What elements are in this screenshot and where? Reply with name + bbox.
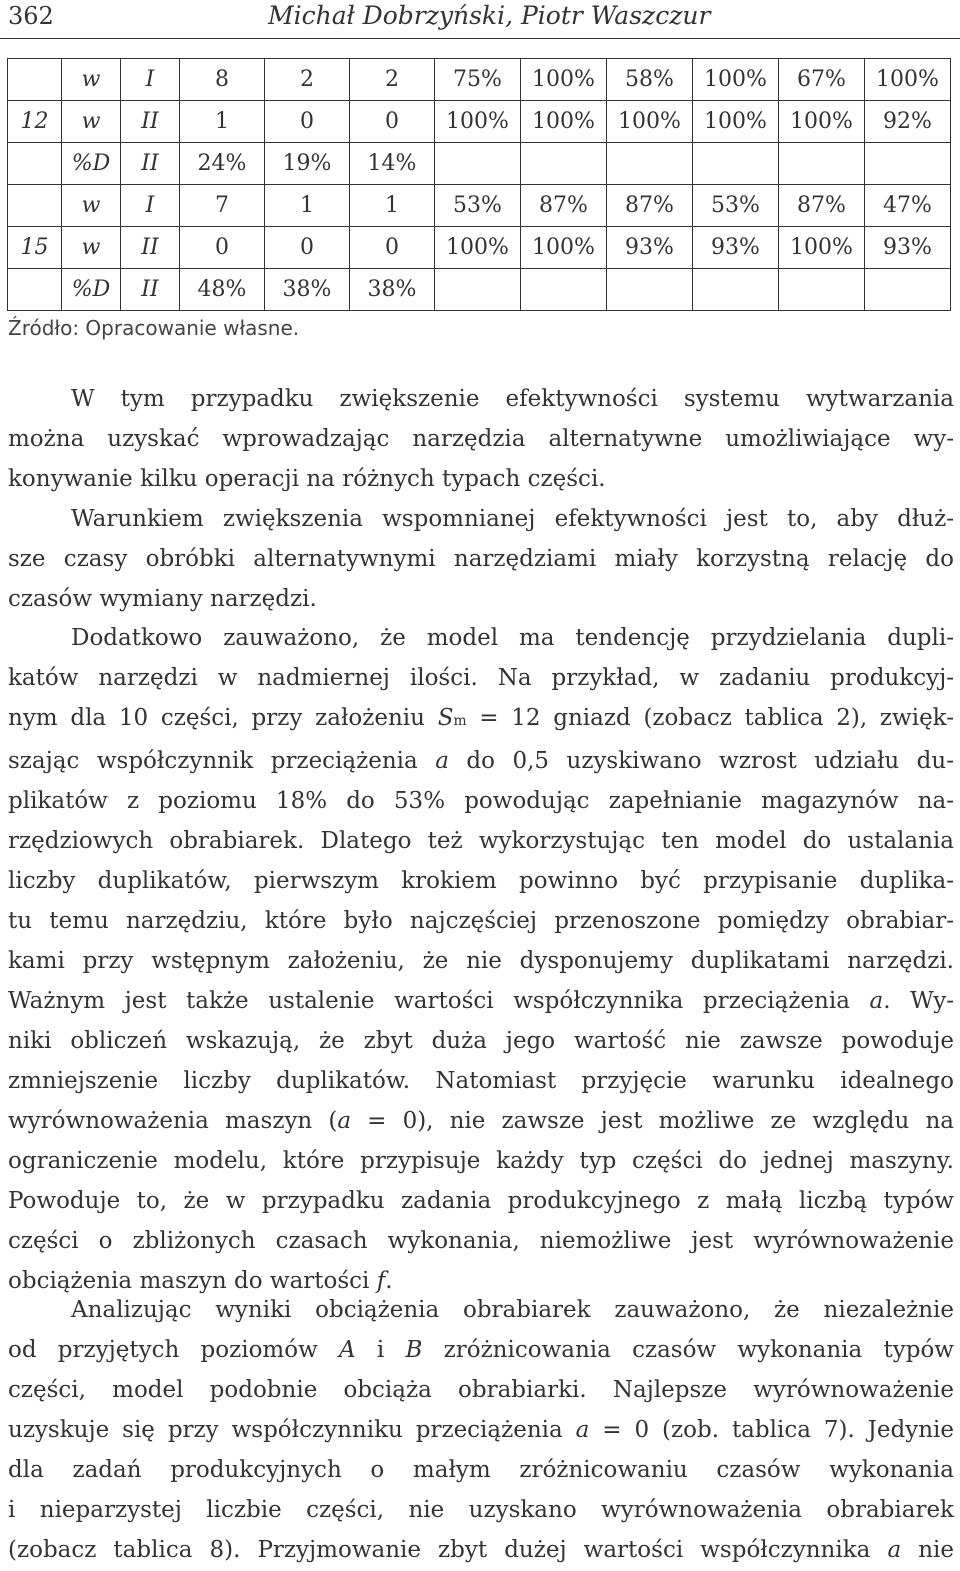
text-line: tu temu narzędziu, które było najczęściej przenoszone pomiędzy obrabiar- <box>8 908 954 934</box>
table-cell: 100% <box>779 101 865 143</box>
symbol: a <box>869 988 884 1014</box>
text-line: części o zbliżonych czasach wykonania, niemożliwe jest wyrównoważenie <box>8 1228 954 1254</box>
text-segment: obciążenia maszyn do wartości <box>8 1268 377 1294</box>
table-cell: %D <box>62 143 121 185</box>
table-cell <box>779 269 865 311</box>
table-cell: 58% <box>607 59 693 101</box>
table-cell: 14% <box>350 143 435 185</box>
table-cell: w <box>62 227 121 269</box>
symbol-subscript: m <box>453 713 467 729</box>
table-cell: 87% <box>607 185 693 227</box>
table-cell: 100% <box>435 101 521 143</box>
table-cell <box>693 143 779 185</box>
text-segment: nie <box>901 1537 954 1563</box>
text-segment: = 12 gniazd (zobacz tablica 2), zwięk- <box>466 705 954 731</box>
table-cell <box>8 185 62 227</box>
text-segment: do 0,5 uzyskiwano wzrost udziału du- <box>448 748 954 774</box>
table-cell: II <box>121 101 180 143</box>
table-cell: 100% <box>435 227 521 269</box>
table-cell: 2 <box>265 59 350 101</box>
symbol: a <box>887 1537 902 1563</box>
table-cell: 0 <box>180 227 265 269</box>
running-head: Michał Dobrzyński, Piotr Waszczur <box>268 1 711 30</box>
text-segment: od przyjętych poziomów <box>8 1337 340 1363</box>
table-cell: 93% <box>865 227 951 269</box>
text-segment: . Wy- <box>883 988 954 1014</box>
text-line: ograniczenie modelu, które przypisuje każdy typ części do jednej maszyny. <box>8 1148 954 1174</box>
table-cell: 1 <box>180 101 265 143</box>
table-cell <box>435 269 521 311</box>
text-segment: wyrównoważenia maszyn ( <box>8 1108 338 1134</box>
table-cell <box>435 143 521 185</box>
table-cell <box>693 269 779 311</box>
table-cell: I <box>121 59 180 101</box>
text-segment: i <box>355 1337 406 1363</box>
text-line <box>8 981 954 1021</box>
table-cell: 100% <box>521 101 607 143</box>
table-cell: 24% <box>180 143 265 185</box>
table-cell: 100% <box>607 101 693 143</box>
table-cell: w <box>62 59 121 101</box>
table-cell: II <box>121 143 180 185</box>
symbol: A <box>339 1337 356 1363</box>
symbol: S <box>437 705 454 731</box>
text-line <box>8 1530 954 1570</box>
table-cell: II <box>121 227 180 269</box>
table-row <box>8 269 951 311</box>
table-cell: 1 <box>350 185 435 227</box>
table-cell <box>8 269 62 311</box>
table-cell: 87% <box>521 185 607 227</box>
table-body <box>8 59 951 311</box>
text-segment: zróżnicowania czasów wykonania typów <box>422 1337 954 1363</box>
results-table <box>7 58 951 311</box>
text-line <box>8 1410 954 1450</box>
table-row <box>8 101 951 143</box>
text-line: części, model podobnie obciąża obrabiarki. Najlepsze wyrównoważenie <box>8 1377 954 1403</box>
text-line: czasów wymiany narzędzi. <box>8 586 317 612</box>
table-cell: 87% <box>779 185 865 227</box>
text-segment: . <box>385 1268 393 1294</box>
text-segment: = 0 (zob. tablica 7). Jedynie <box>589 1417 955 1443</box>
table-cell <box>865 143 951 185</box>
table-cell: 100% <box>865 59 951 101</box>
text-line: katów narzędzi w nadmiernej ilości. Na przykład, w zadaniu produkcyj- <box>8 665 954 691</box>
text-line: można uzyskać wprowadzając narzędzia alternatywne umożliwiające wy- <box>8 426 954 452</box>
table-cell: 67% <box>779 59 865 101</box>
text-segment: nym dla 10 części, przy założeniu <box>8 705 438 731</box>
table-cell <box>779 143 865 185</box>
table-cell: 7 <box>180 185 265 227</box>
text-line: Analizując wyniki obciążenia obrabiarek zauważono, że niezależnie <box>71 1297 954 1323</box>
text-line: Warunkiem zwiększenia wspomnianej efektywności jest to, aby dłuż- <box>71 506 954 532</box>
text-segment: Ważnym jest także ustalenie wartości współczynnika przeciążenia <box>8 988 870 1014</box>
text-line <box>8 1101 954 1141</box>
table-cell <box>521 143 607 185</box>
symbol: f <box>376 1268 386 1294</box>
table-cell: II <box>121 269 180 311</box>
table-cell: 2 <box>350 59 435 101</box>
paragraph-2 <box>8 499 954 619</box>
table-cell: 12 <box>8 101 62 143</box>
table-cell: 47% <box>865 185 951 227</box>
table-cell: 53% <box>693 185 779 227</box>
table-cell <box>607 143 693 185</box>
text-line: zmniejszenie liczby duplikatów. Natomiast przyjęcie warunku idealnego <box>8 1068 954 1094</box>
text-line: rzędziowych obrabiarek. Dlatego też wykorzystując ten model do ustalania <box>8 828 954 854</box>
table-cell: 100% <box>521 59 607 101</box>
text-line: sze czasy obróbki alternatywnymi narzędziami miały korzystną relację do <box>8 546 954 572</box>
table-cell: 19% <box>265 143 350 185</box>
table-cell <box>607 269 693 311</box>
table-cell: %D <box>62 269 121 311</box>
text-line <box>8 741 954 781</box>
table-cell <box>8 59 62 101</box>
table-row <box>8 59 951 101</box>
symbol: a <box>575 1417 590 1443</box>
table-cell: 100% <box>779 227 865 269</box>
symbol: a <box>435 748 449 774</box>
table-cell: 100% <box>521 227 607 269</box>
table-cell: 0 <box>265 101 350 143</box>
text-line <box>8 698 954 741</box>
text-line: plikatów z poziomu 18% do 53% powodując zapełnianie magazynów na- <box>8 788 954 814</box>
table-cell: 48% <box>180 269 265 311</box>
text-segment: szając współczynnik przeciążenia <box>8 748 436 774</box>
text-segment: (zobacz tablica 8). Przyjmowanie zbyt dużej wartości współczynnika <box>8 1537 888 1563</box>
text-line: dla zadań produkcyjnych o małym zróżnicowaniu czasów wykonania <box>8 1457 954 1483</box>
text-line: liczby duplikatów, pierwszym krokiem powinno być przypisanie duplika- <box>8 868 954 894</box>
table-cell <box>8 143 62 185</box>
text-segment: = 0), nie zawsze jest możliwe ze względu na <box>351 1108 954 1134</box>
table-cell: 38% <box>265 269 350 311</box>
page-number: 362 <box>8 2 54 30</box>
table-cell <box>865 269 951 311</box>
text-line <box>8 1330 954 1370</box>
table-cell: 8 <box>180 59 265 101</box>
table-cell: 0 <box>350 227 435 269</box>
paragraph-3 <box>8 618 954 1301</box>
text-line: Powoduje to, że w przypadku zadania produkcyjnego z małą liczbą typów <box>8 1188 954 1214</box>
table-cell: I <box>121 185 180 227</box>
table-cell: 100% <box>693 59 779 101</box>
table-cell: 93% <box>693 227 779 269</box>
text-segment: uzyskuje się przy współczynniku przeciążenia <box>8 1417 576 1443</box>
table-cell: w <box>62 101 121 143</box>
table-cell: 92% <box>865 101 951 143</box>
text-line: kami przy wstępnym założeniu, że nie dysponujemy duplikatami narzędzi. <box>8 948 954 974</box>
table-cell: w <box>62 185 121 227</box>
table-row <box>8 185 951 227</box>
table-row <box>8 143 951 185</box>
text-line: W tym przypadku zwiększenie efektywności systemu wytwarzania <box>71 386 954 412</box>
table-cell: 15 <box>8 227 62 269</box>
text-line: i nieparzystej liczbie części, nie uzyskano wyrównoważenia obrabiarek <box>8 1497 954 1523</box>
text-line: konywanie kilku operacji na różnych typach części. <box>8 466 606 492</box>
table-cell: 93% <box>607 227 693 269</box>
table-row <box>8 227 951 269</box>
table-cell: 53% <box>435 185 521 227</box>
table-cell: 75% <box>435 59 521 101</box>
paragraph-4 <box>8 1290 954 1570</box>
table-cell: 100% <box>693 101 779 143</box>
table-cell: 0 <box>350 101 435 143</box>
table-cell: 0 <box>265 227 350 269</box>
text-line: Dodatkowo zauważono, że model ma tendencję przydzielania dupli- <box>71 625 954 651</box>
page-header <box>0 0 960 39</box>
text-line: niki obliczeń wskazują, że zbyt duża jego wartość nie zawsze powoduje <box>8 1028 954 1054</box>
table-cell <box>521 269 607 311</box>
paragraph-1 <box>8 379 954 499</box>
symbol: B <box>405 1337 423 1363</box>
symbol: a <box>337 1108 352 1134</box>
table-cell: 1 <box>265 185 350 227</box>
table-source-note: Źródło: Opracowanie własne. <box>8 316 300 340</box>
table-cell: 38% <box>350 269 435 311</box>
